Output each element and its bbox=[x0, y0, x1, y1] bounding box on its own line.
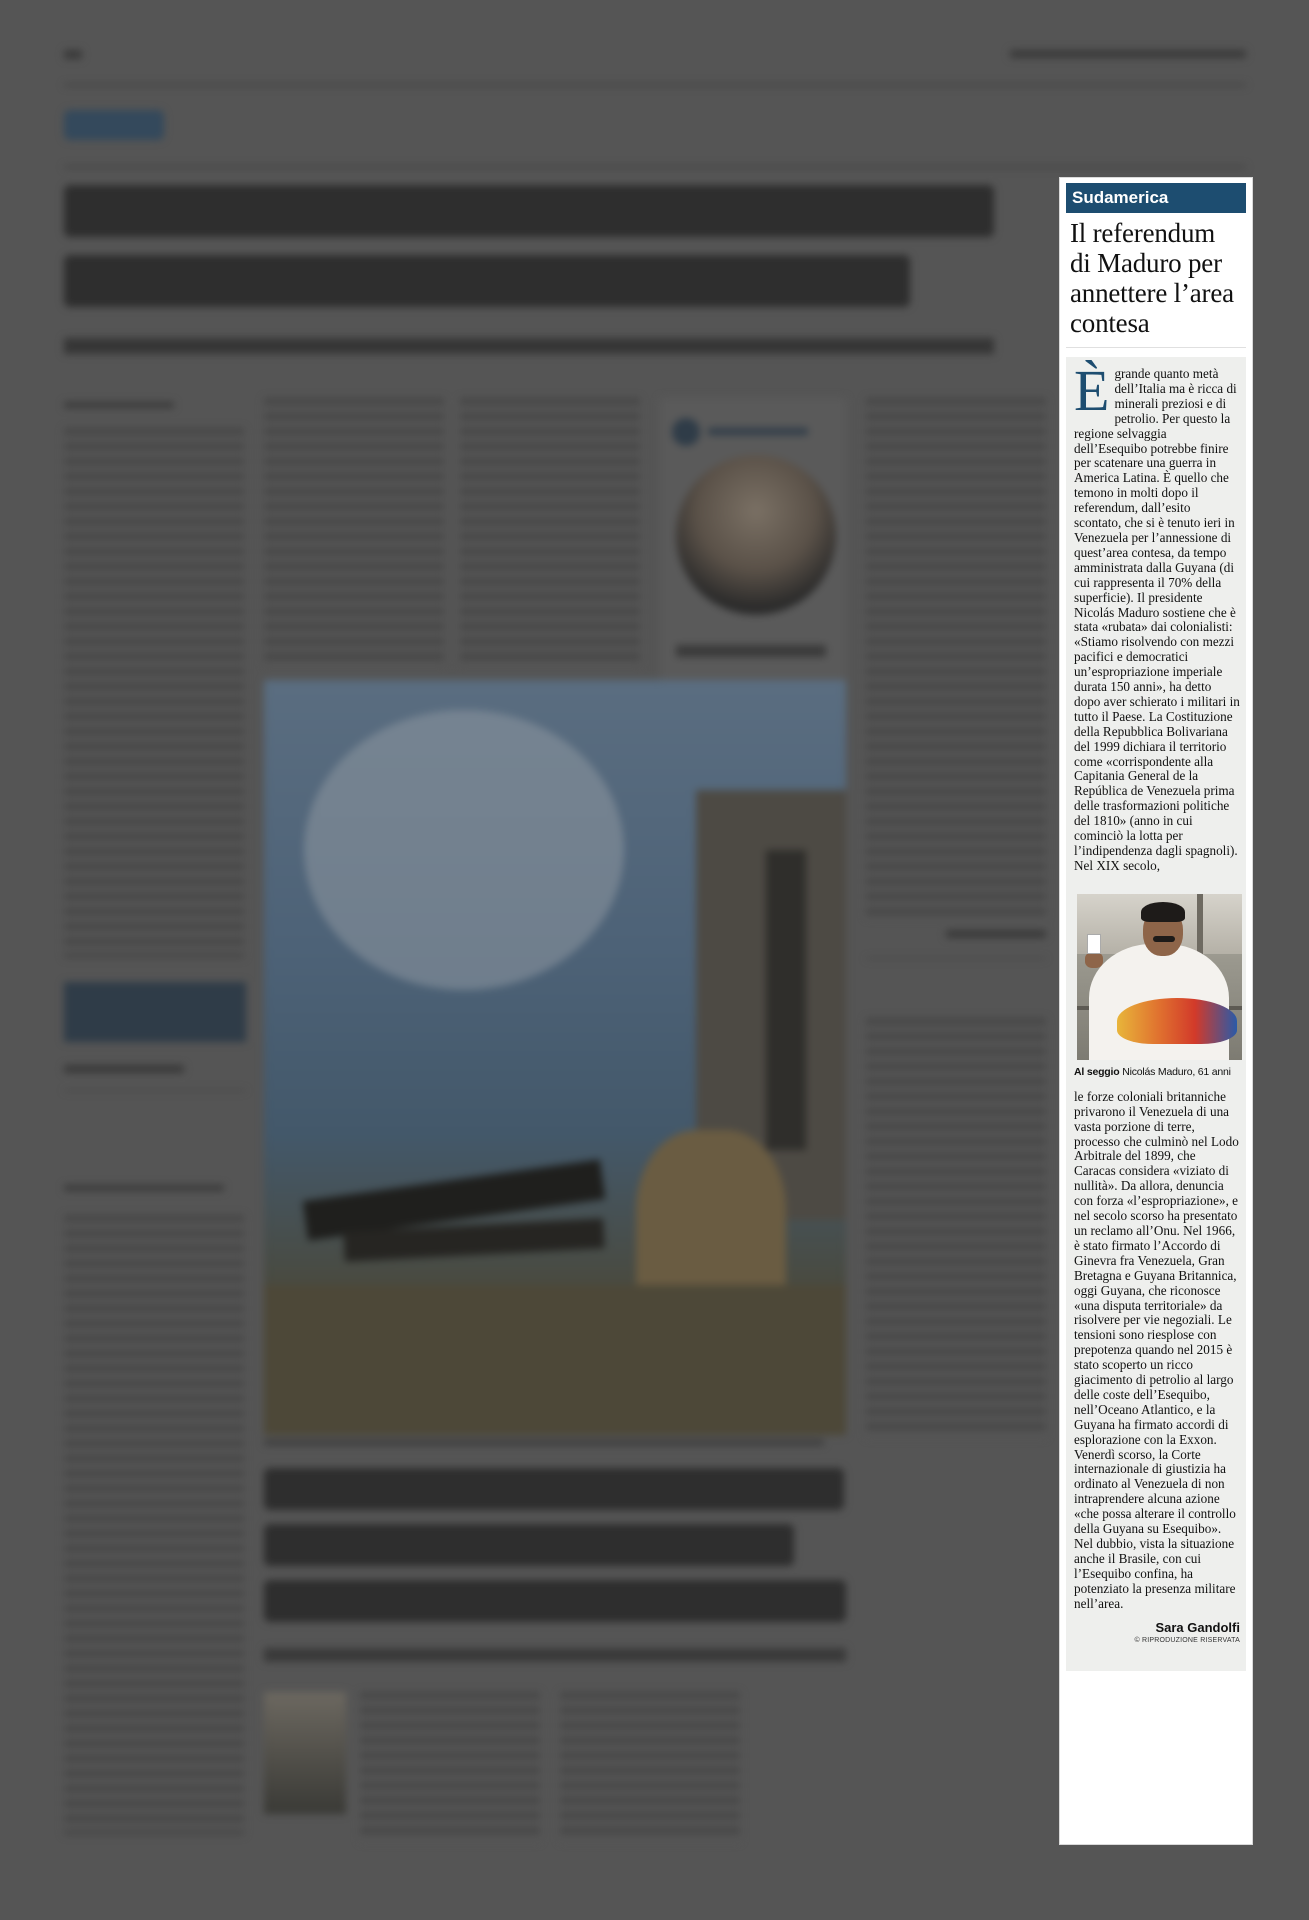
profile-photo-blur bbox=[676, 455, 836, 615]
column-3-text-blur bbox=[460, 398, 640, 666]
second-col-1-blur bbox=[360, 1692, 540, 1842]
main-headline-blur-2 bbox=[64, 255, 910, 307]
column-4-rule bbox=[866, 958, 1046, 959]
photo-caption-label: Al seggio bbox=[1074, 1065, 1120, 1078]
maduro-photo bbox=[1077, 894, 1242, 1060]
main-photo-blur bbox=[264, 680, 846, 1435]
info-box-blur bbox=[64, 982, 246, 1042]
subheadline-blur bbox=[64, 338, 994, 354]
column-4b-text-blur bbox=[866, 1018, 1046, 1438]
column-1b-text-blur bbox=[64, 1215, 244, 1835]
column-4-text-blur bbox=[866, 398, 1046, 918]
profile-name-blur bbox=[676, 645, 826, 657]
second-col-2-blur bbox=[560, 1692, 740, 1842]
profile-label-blur bbox=[708, 428, 808, 435]
article-body-part-2: le forze coloniali britanniche privarono il Venezuela di una vasta porzione di terre, processo che culminò nel Lodo Arbitrale del 1899, che Caracas considera «viziato di nullità». Da allora, denuncia con forza «l’espropriazione», e nel secolo scorso ha presentato un reclamo all’Onu. Nel 1966, è stato firmato l’Accordo di Ginevra fra Venezuela, Gran Bretagna e Guyana Britannica, oggi Guyana, che riconosce «una disputa territoriale» da risolvere per vie negoziali. Le tensioni sono riesplose con prepotenza quando nel 2015 è stato scoperto un ricco giacimento di petrolio al largo delle coste dell’Esequibo, nell’Oceano Atlantico, e la Guyana ha firmato accordi di esplorazione con la Exxon. Venerdì scorso, la Corte internazionale di giustizia ha ordinato al Venezuela di non intraprendere alcuna azione «che possa alterare il controllo della Guyana su Esequibo». Nel dubbio, vista la situazione anche il Brasile, con cui l’Esequibo confina, ha potenziato la presenza militare nell’area. bbox=[1074, 1088, 1239, 1611]
column-1-caption-blur bbox=[64, 1065, 184, 1073]
main-photo-caption-blur bbox=[264, 1440, 824, 1445]
article-headline: Il referendum di Maduro per annettere l’area contesa bbox=[1066, 218, 1246, 348]
article-author: Sara Gandolfi bbox=[1155, 1619, 1240, 1635]
page-number-blur bbox=[64, 50, 82, 59]
section-kicker: Sudamerica bbox=[1066, 183, 1246, 213]
copyright-notice: © RIPRODUZIONE RISERVATA bbox=[1134, 1636, 1240, 1644]
photo-caption-text: Nicolás Maduro, 61 anni bbox=[1122, 1065, 1231, 1078]
section-label-blur bbox=[64, 110, 164, 140]
article-body-text-1: grande quanto metà dell’Italia ma è ricca di minerali preziosi e di petrolio. Per questo la regione selvaggia dell’Esequibo potrebbe finire per scatenare una guerra in America Latina. È quello che temono in molti dopo il referendum, dall’esito scontato, che si è tenuto ieri in Venezuela per l’annessione di quest’area contesa, da tempo amministrata dalla Guyana (di cui rappresenta il 70% della superficie). Il presidente Nicolás Maduro sostiene che è stata «rubata» dai colonialisti: «Stiamo risolvendo con mezzi pacifici e democratici un’espropriazione imperiale durata 150 anni», ha detto dopo aver schierato i militari in tutto il Paese. La Costituzione della Repubblica Bolivariana del 1999 dichiara il territorio come «corrispondente alla Capitania General de la República de Venezuela prima delle trasformazioni politiche del 1810» (anno in cui cominciò la lotta per l’indipendenza dagli spagnoli). Nel XIX secolo, bbox=[1074, 366, 1240, 873]
drop-cap: È bbox=[1074, 358, 1110, 423]
column-4-author-blur bbox=[946, 930, 1046, 938]
sidebar-article bbox=[1059, 177, 1253, 1845]
article-body-box bbox=[1066, 357, 1246, 1671]
dateline-blur bbox=[1010, 50, 1246, 58]
column-2-text-blur bbox=[264, 398, 444, 666]
main-headline-blur-1 bbox=[64, 185, 994, 237]
second-headline-blur-2 bbox=[264, 1524, 794, 1566]
section-rule bbox=[64, 166, 1246, 168]
second-headline-blur-3 bbox=[264, 1580, 846, 1622]
column-1-text-blur bbox=[64, 428, 244, 958]
second-photo-blur bbox=[264, 1692, 346, 1814]
second-headline-blur-1 bbox=[264, 1468, 844, 1510]
profile-icon-blur bbox=[672, 418, 700, 446]
header-rule bbox=[64, 84, 1246, 86]
column-1-byline2-blur bbox=[64, 1185, 224, 1191]
second-subheadline-blur bbox=[264, 1648, 846, 1662]
article-body-part-1 bbox=[1074, 358, 1240, 874]
photo-caption bbox=[1074, 1066, 1240, 1078]
byline-blur bbox=[64, 402, 174, 408]
column-1-rule bbox=[64, 1090, 246, 1091]
